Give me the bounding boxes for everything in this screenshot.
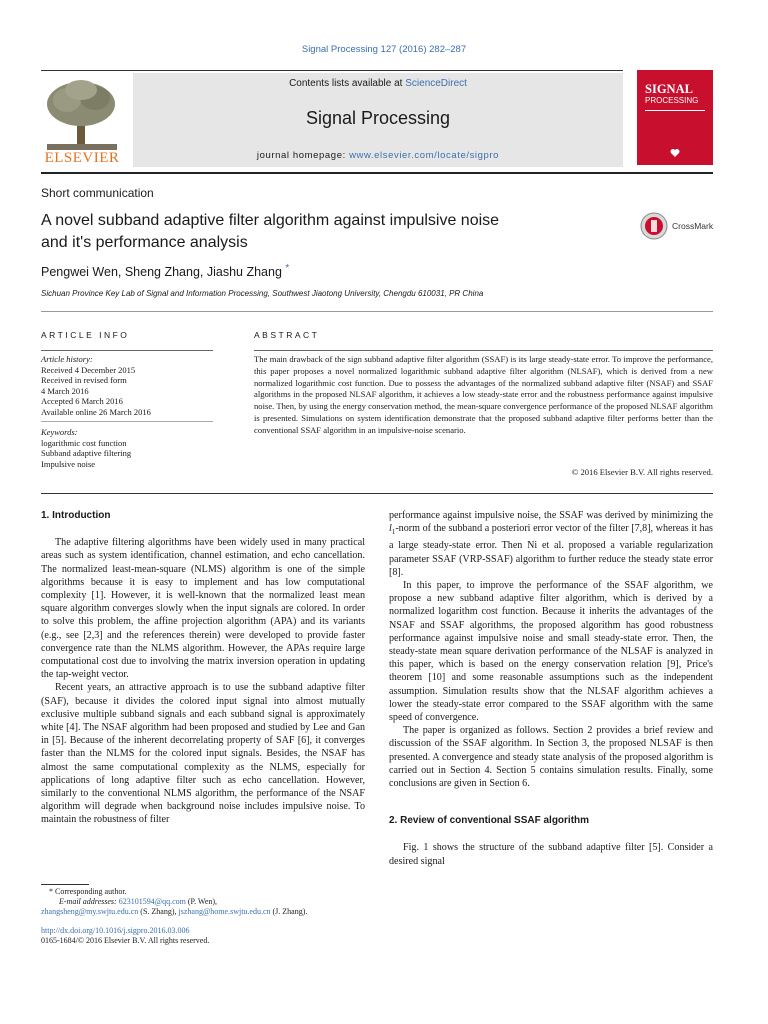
right-paragraph-1	[389, 509, 713, 579]
article-info-rule	[41, 350, 213, 351]
doi-link[interactable]: http://dx.doi.org/10.1016/j.sigpro.2016.03.006	[41, 926, 190, 935]
email-link[interactable]: jszhang@home.swjtu.edu.cn	[178, 907, 271, 916]
email-owner: (P. Wen),	[185, 897, 218, 906]
article-history	[41, 354, 213, 417]
left-column	[41, 509, 365, 827]
cover-title-line1: SIGNAL	[645, 82, 693, 96]
keyword: Impulsive noise	[41, 458, 96, 469]
journal-title: Signal Processing	[305, 108, 451, 128]
email-link[interactable]: 623101594@qq.com	[118, 897, 186, 906]
article-title-line2: and it's performance analysis	[41, 234, 248, 251]
history-revised-label: Received in revised form	[41, 375, 127, 385]
header-top-rule	[41, 70, 623, 71]
author-list	[41, 263, 289, 279]
crossmark-label: CrossMark	[672, 221, 714, 231]
journal-cover[interactable]	[637, 70, 713, 165]
keywords-label: Keywords:	[41, 427, 78, 437]
right-paragraph-2: In this paper, to improve the performance of the SSAF algorithm, we propose a new subband adaptive filter algorithm, which is derived by a normalized logarithm cost function. Because it inherits the advantages of the NSAF and SSAF algorithms, the proposed algorithm has good robustness performance against impulsive noise and small steady-state error. Then, the steady-state mean square derivation performance of the NLSAF is analyzed in this paper, which is based on the energy conservation relation [9], Price's theorem [10] and some reasonable assumptions such as the independent assumption. Simulation results show that the NLSAF algorithm achieves a lower the steady-state error compared to the SSAF algorithm with the same speed of convergence.	[389, 580, 713, 724]
email-line-1	[41, 897, 371, 907]
history-accepted: Accepted 6 March 2016	[41, 396, 123, 406]
contents-line	[133, 78, 623, 89]
right-paragraph-3: The paper is organized as follows. Section 2 provides a brief review and discussion of the SSAF algorithm. In Section 3, the proposed NLSAF is then presented. A convergence and steady state analysis of the proposed algorithm is carried out in Section 4. Section 5 contains simulation results. Finally, some conclusions are given in Section 6.	[389, 725, 713, 790]
intro-paragraph-2: Recent years, an attractive approach is to use the subband adaptive filter (SAF), because it divides the colored input signal into almost mutually exclusive multiple subband signals and each subband signal is approximately white [4]. The NSAF algorithm had been proposed and studied by Lee and Gan in [5]. Because of the inherent decorrelating property of SAF [6], it converges faster than the NLMS for the colored input signals. Besides, the NSAF has almost the same computational complexity as the NLMS, especially for applications of long adaptive filter such as echo cancellation. However, similarly to the conventional NLMS algorithm, the performance of the NSAF algorithm will degrade when background noise includes impulsive noise. To maintain the robustness of filter	[41, 682, 365, 826]
cover-subtitle: PROCESSING	[645, 96, 699, 105]
crossmark-badge[interactable]	[640, 212, 713, 240]
article-info-heading: ARTICLE INFO	[41, 330, 130, 340]
right-p1-part-b: -norm of the subband a posteriori error vector of the filter [7,8], whereas it has a large steady-state error. Then Ni et al. proposed a variable regularization parameter SSAF (VRP-SSAF) algorithm to further reduce the steady state error [8].	[389, 523, 713, 578]
abstract-heading: ABSTRACT	[254, 330, 320, 340]
section2-paragraph-1: Fig. 1 shows the structure of the subband adaptive filter [5]. Consider a desired signal	[389, 842, 713, 867]
history-label: Article history:	[41, 354, 93, 364]
abstract-text: The main drawback of the sign subband adaptive filter algorithm (SSAF) is its large steady-state error. To improve the performance, this paper proposes a novel normalized logarithmic subband adaptive filter algorithm (NLSAF), which is derived from a new normalized logarithmic cost function. Due to possess the advantages of the normalized subband adaptive filter (NSAF) and SSAF algorithms in the proposed NLSAF algorithm, it achieves a low steady-state error and the robustness performance against impulsive noise. Then, by using the energy conservation method, the mean-square convergence performance of the proposed NLSAF algorithm is presented. Simulations on system identification demonstrate that the proposed subband adaptive filter performs better than the conventional SSAF algorithm in an impulsive-noise scenario.	[254, 354, 713, 435]
author-names: Pengwei Wen, Sheng Zhang, Jiashu Zhang	[41, 265, 282, 280]
email-owner: (J. Zhang).	[270, 907, 308, 916]
intro-paragraph-1: The adaptive filtering algorithms have been widely used in many practical areas such as system identification, channel estimation, and echo cancellation. The normalized least-mean-square (NLMS) algorithm is one of the simple algorithms because it is easy to implement and has low computational complexity [1]. However, it is well-known that the normalized least mean square algorithm converges slowly when the input signals are colored. In order to solve this problem, the affine projection algorithm (APA) and its variants (e.g., see [2,3] and the references therein) were developed to provide faster convergence rate than the NLMS algorithm. However, the APAs require large computational cost due to involving the matrix inversion operation in updating the tap-weight vector.	[41, 537, 365, 681]
corresponding-author-note: * Corresponding author.	[49, 887, 127, 896]
abstract-rule	[254, 350, 713, 351]
cover-heart-icon	[670, 148, 680, 158]
cover-rule	[645, 110, 705, 111]
contents-prefix: Contents lists available at	[289, 78, 406, 89]
intro-heading: 1. Introduction	[41, 510, 111, 521]
title-separator	[41, 311, 713, 312]
header-bottom-rule	[41, 172, 713, 174]
footnotes	[41, 887, 371, 946]
footnote-rule	[41, 884, 89, 885]
issn-line: 0165-1684/© 2016 Elsevier B.V. All rights reserved.	[41, 936, 210, 945]
history-received: Received 4 December 2015	[41, 364, 136, 375]
homepage-prefix: journal homepage:	[256, 150, 350, 161]
article-title	[41, 210, 601, 254]
article-type: Short communication	[41, 186, 154, 200]
section2-heading: 2. Review of conventional SSAF algorithm	[389, 815, 590, 827]
homepage-link[interactable]: www.elsevier.com/locate/sigpro	[349, 150, 500, 161]
email-link[interactable]: zhangsheng@my.swjtu.edu.cn	[41, 907, 139, 916]
right-p1-part-a: performance against impulsive noise, the SSAF was derived by minimizing the	[389, 510, 713, 521]
email-line-2	[41, 907, 371, 917]
body-separator	[41, 493, 713, 494]
norm-symbol: l	[389, 523, 392, 535]
article-title-line1: A novel subband adaptive filter algorithm against impulsive noise	[41, 212, 500, 229]
email-owner: (S. Zhang),	[138, 907, 179, 916]
info-divider	[41, 421, 213, 422]
history-online: Available online 26 March 2016	[41, 406, 151, 417]
sciencedirect-link[interactable]: ScienceDirect	[405, 78, 467, 89]
norm-subscript: 1	[391, 528, 396, 537]
elsevier-logo[interactable]	[41, 76, 123, 168]
elsevier-wordmark: ELSEVIER	[44, 150, 120, 166]
corresponding-author-mark[interactable]: *	[285, 263, 290, 274]
abstract-copyright: © 2016 Elsevier B.V. All rights reserved.	[571, 467, 713, 477]
right-column	[389, 509, 713, 868]
history-revised-date: 4 March 2016	[41, 385, 89, 396]
affiliation: Sichuan Province Key Lab of Signal and Information Processing, Southwest Jiaotong University, Chengdu 610031, PR China	[41, 289, 484, 298]
keywords	[41, 427, 213, 469]
homepage-line	[133, 150, 623, 161]
keyword: logarithmic cost function	[41, 437, 127, 448]
journal-citation[interactable]: Signal Processing 127 (2016) 282–287	[301, 44, 467, 55]
crossmark-icon	[640, 212, 668, 240]
cover-title	[645, 84, 693, 95]
keyword: Subband adaptive filtering	[41, 448, 132, 458]
email-label: E-mail addresses:	[59, 897, 119, 906]
